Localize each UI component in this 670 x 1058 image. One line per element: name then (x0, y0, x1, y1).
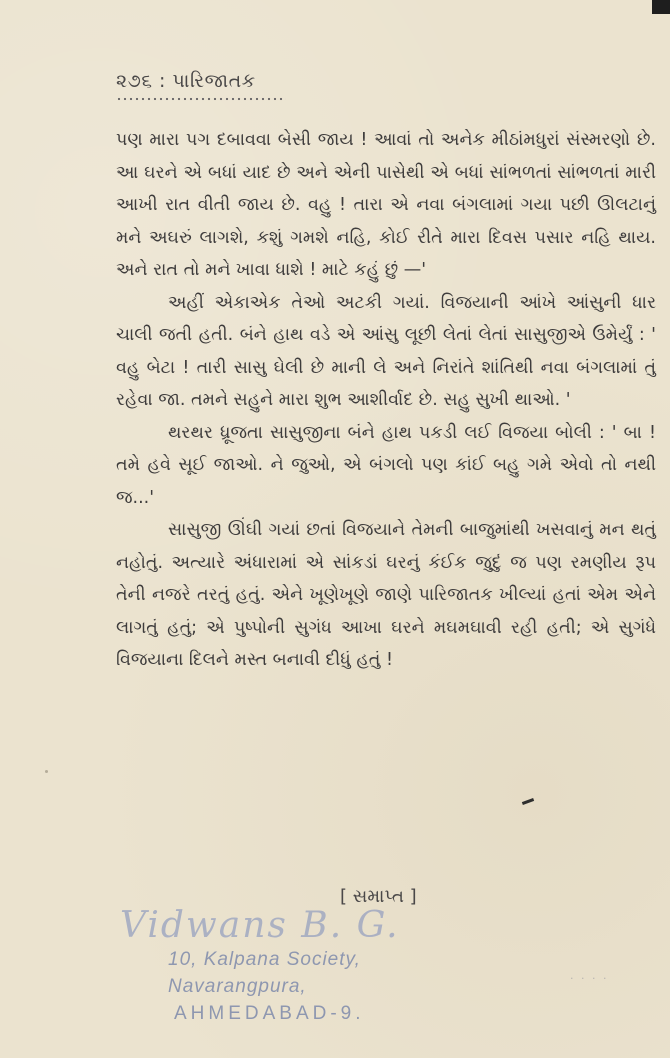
running-header: ૨૭૬ : પારિજાતક (116, 70, 256, 92)
ink-dot-mark (45, 770, 48, 773)
paragraph-2: અહીં એકાએક તેઓ અટકી ગયાં. વિજયાની આંખે આંસુની ધાર ચાલી જતી હતી. બંને હાથ વડે એ આંસુ લૂછી લેતાં લેતાં સાસુજીએ ઉમેર્યું : ' વહુ બેટા ! તારી સાસુ ઘેલી છે માની લે અને નિરાંતે શાંતિથી નવા બંગલામાં તું રહેવા જા. તમને સહુને મારા શુભ આશીર્વાદ છે. સહુ સુખી થાઓ. ' (116, 292, 656, 410)
owner-stamp (120, 905, 400, 1027)
scan-corner-mark (652, 0, 670, 14)
paragraph-1: પણ મારા પગ દબાવવા બેસી જાય ! આવાં તો અનેક મીઠાંમધુરાં સંસ્મરણો છે. આ ઘરને એ બધાં યાદ છે અને એની પાસેથી એ બધાં સાંભળતાં સાંભળતાં મારી આખી રાત વીતી જાય છે. વહુ ! તારા એ નવા બંગલામાં ગયા પછી ઊલટાનું મને અઘરું લાગશે, કશું ગમશે નહિ, કોઈ રીતે મારા દિવસ પસાર નહિ થાય. અને રાત તો મને ખાવા ધાશે ! માટે કહું છું —' (116, 130, 656, 280)
faint-bleedthrough-mark: · · · · (570, 972, 609, 985)
header-wavy-rule (116, 96, 286, 102)
body-text (116, 124, 656, 677)
paragraph-4: સાસુજી ઊંઘી ગયાં છતાં વિજયાને તેમની બાજુમાંથી ખસવાનું મન થતું નહોતું. અત્યારે અંધારામાં એ સાંકડાં ઘરનું કંઈક જુદું જ પણ રમણીય રૂપ તેની નજરે તરતું હતું. એને ખૂણેખૂણે જાણે પારિજાતક ખીલ્યાં હતાં એમ એને લાગતું હતું; એ પુષ્પોની સુગંધ આખા ઘરને મઘમઘાવી રહી હતી; એ સુગંધે વિજયાના દિલને મસ્ત બનાવી દીધું હતું ! (116, 520, 656, 670)
stamp-address-line-2: Navarangpura, (168, 976, 307, 997)
stamp-address-line-1: 10, Kalpana Society, (168, 949, 361, 970)
stamp-signature: Vidwans B. G. (120, 905, 400, 946)
end-marker: [ સમાપ્ત ] (340, 886, 417, 907)
paragraph-3: થરથર ધ્રૂજતા સાસુજીના બંને હાથ પકડી લઈ વિજયા બોલી : ' બા ! તમે હવે સૂઈ જાઓ. ને જુઓ, એ બંગલો પણ કાંઈ બહુ ગમે એવો તો નથી જ...' (116, 422, 656, 508)
stamp-address-line-3: AHMEDABAD-9. (174, 1003, 365, 1024)
ink-dash-mark (522, 798, 534, 805)
